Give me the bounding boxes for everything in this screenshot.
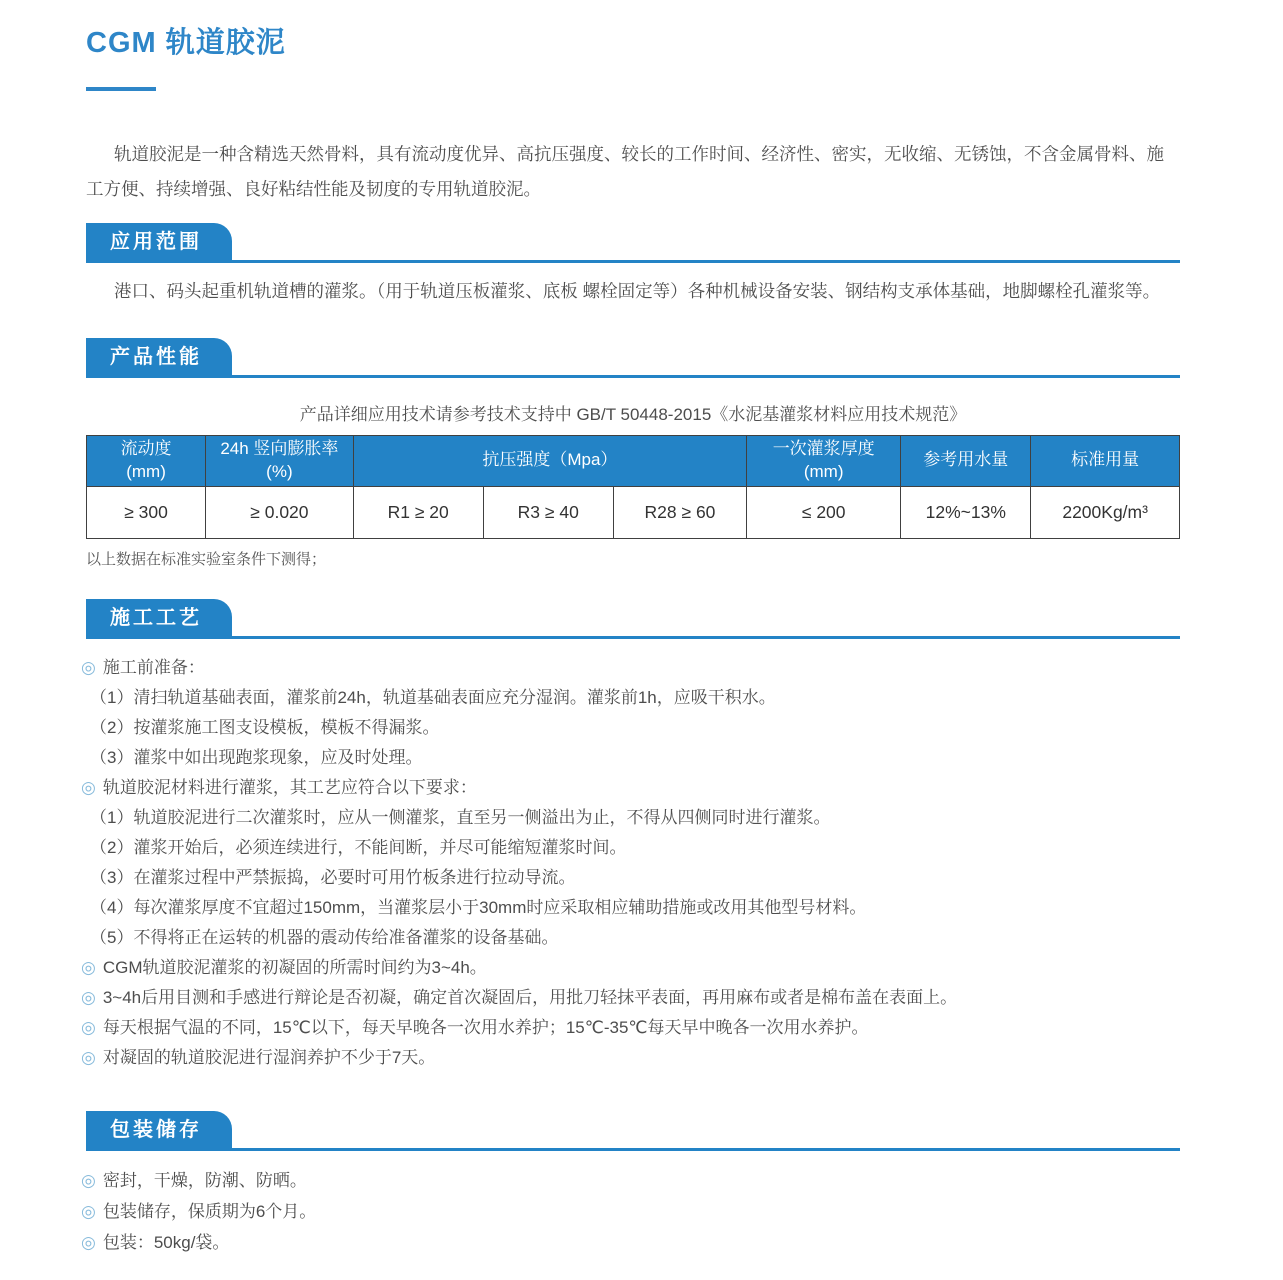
table-header-cell: 流动度 (mm) [87, 435, 206, 486]
performance-note: 产品详细应用技术请参考技术支持中 GB/T 50448-2015《水泥基灌浆材料应用技术规范》 [299, 404, 967, 424]
bullet-item [81, 653, 1180, 683]
table-cell: ≥ 0.020 [206, 486, 354, 538]
item-text: （3）灌浆中如出现跑浆现象，应及时处理。 [90, 747, 423, 767]
numbered-item [81, 803, 1180, 833]
table-cell: 12%~13% [901, 486, 1031, 538]
bullet-item [81, 1013, 1180, 1043]
bullet-item [81, 1165, 1180, 1196]
ring-bullet-icon: ◎ [81, 957, 96, 977]
bullet-item [81, 1196, 1180, 1227]
ring-bullet-icon: ◎ [81, 987, 96, 1007]
section-process [81, 599, 1180, 1073]
ring-bullet-icon: ◎ [81, 657, 96, 677]
ring-bullet-icon: ◎ [81, 1047, 96, 1067]
bullet-item [81, 1043, 1180, 1073]
process-list [81, 653, 1180, 1073]
table-footnote: 以上数据在标准实验室条件下测得； [86, 550, 327, 568]
application-text: 港口、码头起重机轨道槽的灌浆。（用于轨道压板灌浆、底板 螺栓固定等）各种机械设备安装、钢结构支承体基础，地脚螺栓孔灌浆等。 [114, 281, 1161, 301]
page-title: CGM 轨道胶泥 [86, 27, 286, 59]
ring-bullet-icon: ◎ [81, 1201, 96, 1221]
ring-bullet-icon: ◎ [81, 777, 96, 797]
table-cell: R28 ≥ 60 [613, 486, 746, 538]
title-underline [86, 87, 156, 91]
packaging-list [81, 1165, 1180, 1258]
item-text: 3~4h后用目测和手感进行辩论是否初凝，确定首次凝固后，用批刀轻抹平表面，再用麻布或者是棉布盖在表面上。 [102, 987, 958, 1007]
section-application [86, 223, 1180, 306]
item-text: （1）轨道胶泥进行二次灌浆时，应从一侧灌浆，直至另一侧溢出为止，不得从四侧同时进行灌浆。 [90, 807, 831, 827]
table-cell: R1 ≥ 20 [353, 486, 483, 538]
section-tab-process: 施工工艺 [86, 599, 232, 636]
section-tab-performance: 产品性能 [86, 338, 232, 375]
table-cell: ≥ 300 [87, 486, 206, 538]
table-cell: ≤ 200 [747, 486, 901, 538]
numbered-item [81, 743, 1180, 773]
item-text: （2）按灌浆施工图支设模板，模板不得漏浆。 [90, 717, 440, 737]
table-header-cell: 一次灌浆厚度 (mm) [747, 435, 901, 486]
item-text: （2）灌浆开始后，必须连续进行，不能间断，并尽可能缩短灌浆时间。 [90, 837, 627, 857]
table-header-row [87, 435, 1180, 486]
item-text: 对凝固的轨道胶泥进行湿润养护不少于7天。 [102, 1047, 436, 1067]
item-text: （1）清扫轨道基础表面，灌浆前24h，轨道基础表面应充分湿润。灌浆前1h，应吸干积水。 [90, 687, 776, 707]
numbered-item [81, 683, 1180, 713]
intro-paragraph: 轨道胶泥是一种含精选天然骨料，具有流动度优异、高抗压强度、较长的工作时间、经济性、密实，无收缩、无锈蚀，不含金属骨料、施工方便、持续增强、良好粘结性能及韧度的专用轨道胶泥。 [86, 144, 1164, 199]
section-performance [86, 338, 1180, 569]
numbered-item [81, 833, 1180, 863]
item-text: 每天根据气温的不同，15℃以下，每天早晚各一次用水养护；15℃-35℃每天早中晚各一次用水养护。 [102, 1017, 869, 1037]
numbered-item [81, 863, 1180, 893]
section-header-application [86, 223, 1180, 263]
section-tab-packaging: 包装储存 [86, 1111, 232, 1148]
performance-table [86, 435, 1180, 539]
table-header-cell: 标准用量 [1031, 435, 1180, 486]
table-header-cell: 24h 竖向膨胀率 (%) [206, 435, 354, 486]
bullet-item [81, 983, 1180, 1013]
section-header-performance [86, 338, 1180, 378]
numbered-item [81, 893, 1180, 923]
item-text: （5）不得将正在运转的机器的震动传给准备灌浆的设备基础。 [90, 927, 559, 947]
section-header-packaging [86, 1111, 1180, 1151]
item-text: 包装储存，保质期为6个月。 [102, 1201, 317, 1221]
item-text: CGM轨道胶泥灌浆的初凝固的所需时间约为3~4h。 [102, 957, 487, 977]
item-text: 包装：50kg/袋。 [102, 1232, 230, 1252]
item-text: 密封，干燥，防潮、防晒。 [102, 1170, 307, 1190]
item-text: 施工前准备： [102, 657, 205, 677]
numbered-item [81, 713, 1180, 743]
title-block [86, 20, 1180, 207]
table-data-row [87, 486, 1180, 538]
bullet-item [81, 773, 1180, 803]
item-text: （3）在灌浆过程中严禁振捣，必要时可用竹板条进行拉动导流。 [90, 867, 576, 887]
table-header-cell: 抗压强度（Mpa） [353, 435, 746, 486]
table-cell: R3 ≥ 40 [483, 486, 613, 538]
section-header-process [86, 599, 1180, 639]
bullet-item [81, 953, 1180, 983]
item-text: 轨道胶泥材料进行灌浆，其工艺应符合以下要求： [102, 777, 477, 797]
bullet-item [81, 1227, 1180, 1258]
section-tab-application: 应用范围 [86, 223, 232, 260]
section-packaging [81, 1111, 1180, 1258]
item-text: （4）每次灌浆厚度不宜超过150mm，当灌浆层小于30mm时应采取相应辅助措施或改用其他型号材料。 [90, 897, 867, 917]
table-cell: 2200Kg/m³ [1031, 486, 1180, 538]
ring-bullet-icon: ◎ [81, 1017, 96, 1037]
ring-bullet-icon: ◎ [81, 1170, 96, 1190]
ring-bullet-icon: ◎ [81, 1232, 96, 1252]
numbered-item [81, 923, 1180, 953]
table-header-cell: 参考用水量 [901, 435, 1031, 486]
